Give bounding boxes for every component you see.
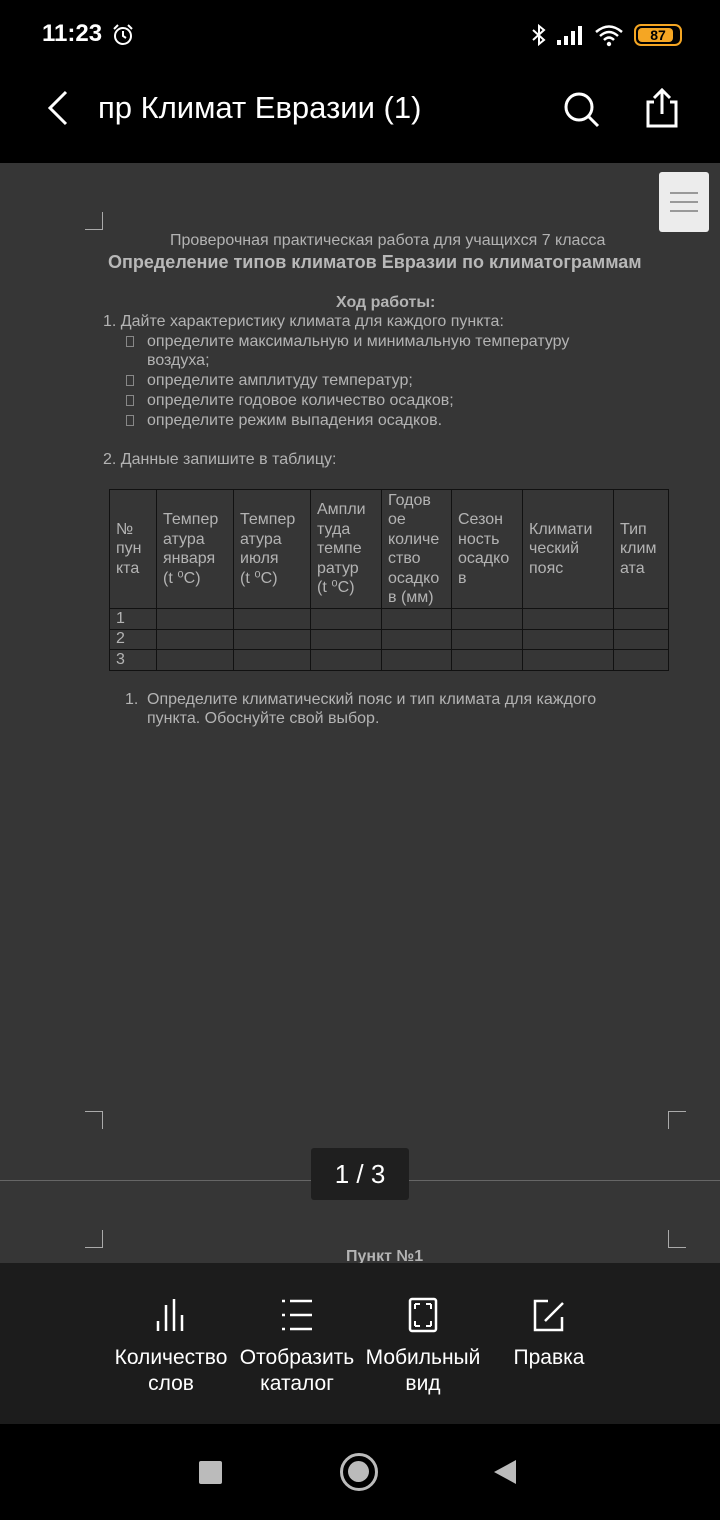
mobile-view-button[interactable] — [359, 1263, 487, 1424]
climate-data-table — [109, 489, 669, 671]
table-header-line: января — [163, 550, 216, 567]
table-header-line: № — [116, 520, 134, 538]
table-header-line: кта — [116, 559, 140, 577]
page-corner-mark — [85, 1111, 103, 1129]
table-header-line: ство — [388, 550, 421, 567]
table-header-line: осадко — [458, 550, 510, 567]
battery-level: 87 — [650, 27, 666, 43]
bottom-toolbar — [0, 1263, 720, 1424]
next-page-heading: Пункт №1 — [346, 1248, 424, 1263]
table-header-line: Ампли — [317, 501, 366, 519]
table-row-number: 1 — [110, 609, 157, 630]
bullet-marker — [126, 336, 134, 347]
table-row — [110, 650, 669, 671]
bullet-marker — [126, 395, 134, 406]
table-cell[interactable] — [452, 650, 523, 671]
bullet-item: определите годовое количество осадков; — [147, 392, 454, 409]
table-header-cell — [382, 490, 452, 609]
table-cell[interactable] — [311, 609, 382, 630]
battery-icon — [634, 24, 682, 46]
document-viewer[interactable] — [0, 163, 720, 1263]
page-corner-mark — [668, 1230, 686, 1248]
table-header-line: ратур — [317, 559, 359, 577]
back-triangle-icon[interactable] — [494, 1460, 516, 1484]
status-icons — [528, 22, 682, 48]
document-title: пр Климат Евразии (1) — [98, 90, 422, 125]
app-bar — [0, 70, 720, 162]
catalog-list-icon — [280, 1297, 314, 1333]
table-cell[interactable] — [234, 650, 311, 671]
edit-label: Правка — [513, 1346, 585, 1369]
table-header-line: (t ⁰C) — [317, 579, 355, 597]
table-header-line: атура — [240, 530, 282, 548]
table-header-line: количе — [388, 530, 440, 548]
system-nav-bar — [0, 1424, 720, 1520]
table-cell[interactable] — [614, 650, 669, 671]
table-cell[interactable] — [452, 629, 523, 650]
table-header-line: темпе — [317, 540, 362, 558]
word-count-icon — [154, 1297, 188, 1333]
table-header-line: Темпер — [240, 511, 296, 528]
document-heading: Определение типов климатов Евразии по климатограммам — [108, 252, 642, 272]
table-cell[interactable] — [382, 609, 452, 630]
word-count-label: Количество слов — [114, 1346, 228, 1395]
table-header-line: в (мм) — [388, 589, 434, 606]
table-header-line: ческий — [529, 540, 580, 558]
table-header-line: ое — [388, 511, 406, 528]
bullet-item: определите режим выпадения осадков. — [147, 412, 443, 429]
document-subheader: Проверочная практическая работа для учащихся 7 класса — [170, 232, 606, 249]
table-cell[interactable] — [157, 650, 234, 671]
table-header-line: Сезон — [458, 511, 503, 528]
edit-button[interactable] — [485, 1263, 613, 1424]
outline-menu-button[interactable] — [659, 172, 709, 232]
table-header-line: Годов — [388, 491, 431, 509]
progress-heading: Ход работы: — [336, 294, 436, 311]
show-catalog-button[interactable] — [233, 1263, 361, 1424]
table-cell[interactable] — [311, 629, 382, 650]
table-cell[interactable] — [382, 650, 452, 671]
bullet-marker — [126, 415, 134, 426]
bullet-marker — [126, 375, 134, 386]
home-circle-icon[interactable] — [340, 1453, 378, 1491]
table-header-line: клим — [620, 540, 657, 558]
table-header-cell — [234, 490, 311, 609]
search-icon[interactable] — [560, 88, 604, 132]
table-row — [110, 629, 669, 650]
table-header-cell — [452, 490, 523, 609]
table-header-cell — [157, 490, 234, 609]
back-arrow-icon[interactable] — [38, 86, 82, 130]
table-header-line: ата — [620, 559, 645, 577]
table-cell[interactable] — [523, 629, 614, 650]
table-cell[interactable] — [523, 609, 614, 630]
page-corner-mark — [668, 1111, 686, 1129]
status-bar — [0, 0, 720, 70]
word-count-button[interactable] — [107, 1263, 235, 1424]
table-cell[interactable] — [614, 609, 669, 630]
mobile-view-label: Мобильный вид — [365, 1346, 481, 1395]
table-header-line: осадко — [388, 569, 440, 587]
bullet-item-continuation: воздуха; — [147, 352, 210, 369]
table-header-line: июля — [240, 550, 279, 567]
table-header-line: Климати — [529, 520, 593, 538]
wifi-icon — [594, 23, 624, 47]
table-header-cell — [110, 490, 157, 609]
table-header-line: Темпер — [163, 511, 219, 528]
table-header-line: в — [458, 569, 467, 587]
table-cell[interactable] — [523, 650, 614, 671]
table-header-cell — [523, 490, 614, 609]
table-header-line: пун — [116, 540, 142, 558]
task-1: 1. Дайте характеристику климата для каждого пункта: — [103, 313, 504, 330]
table-row — [110, 609, 669, 630]
table-cell[interactable] — [157, 629, 234, 650]
table-cell[interactable] — [614, 629, 669, 650]
table-header-line: ность — [458, 530, 500, 548]
table-cell[interactable] — [311, 650, 382, 671]
table-row-number: 3 — [110, 650, 157, 671]
table-header-line: пояс — [529, 559, 564, 577]
task-3-continuation: пункта. Обоснуйте свой выбор. — [147, 710, 380, 727]
table-header-row — [110, 490, 669, 609]
table-cell[interactable] — [382, 629, 452, 650]
recents-square-icon[interactable] — [199, 1461, 222, 1484]
bluetooth-icon — [528, 23, 550, 47]
table-header-line: (t ⁰C) — [240, 569, 278, 587]
task-3: Определите климатический пояс и тип климата для каждого — [147, 691, 597, 708]
mobile-view-icon — [406, 1297, 440, 1333]
table-header-line: Тип — [620, 520, 647, 538]
task-2: 2. Данные запишите в таблицу: — [103, 451, 337, 468]
page-indicator: 1 / 3 — [311, 1148, 409, 1200]
signal-icon — [556, 24, 586, 46]
edit-icon — [532, 1297, 566, 1333]
table-header-cell — [614, 490, 669, 609]
page-corner-mark — [85, 1230, 103, 1248]
alarm-icon — [112, 24, 134, 46]
bullet-item: определите амплитуду температур; — [147, 372, 413, 389]
table-header-line: туда — [317, 520, 351, 538]
share-icon[interactable] — [640, 86, 684, 130]
table-row-number: 2 — [110, 629, 157, 650]
table-header-line: атура — [163, 530, 205, 548]
table-cell[interactable] — [234, 609, 311, 630]
show-catalog-label: Отобразить каталог — [239, 1346, 355, 1395]
page-corner-mark — [85, 212, 103, 230]
table-header-cell — [311, 490, 382, 609]
table-header-line: (t ⁰C) — [163, 569, 201, 587]
status-time: 11:23 — [42, 20, 103, 47]
task-3-number: 1. — [125, 691, 139, 708]
table-cell[interactable] — [157, 609, 234, 630]
bullet-item: определите максимальную и минимальную температуру — [147, 333, 570, 350]
table-cell[interactable] — [234, 629, 311, 650]
table-cell[interactable] — [452, 609, 523, 630]
